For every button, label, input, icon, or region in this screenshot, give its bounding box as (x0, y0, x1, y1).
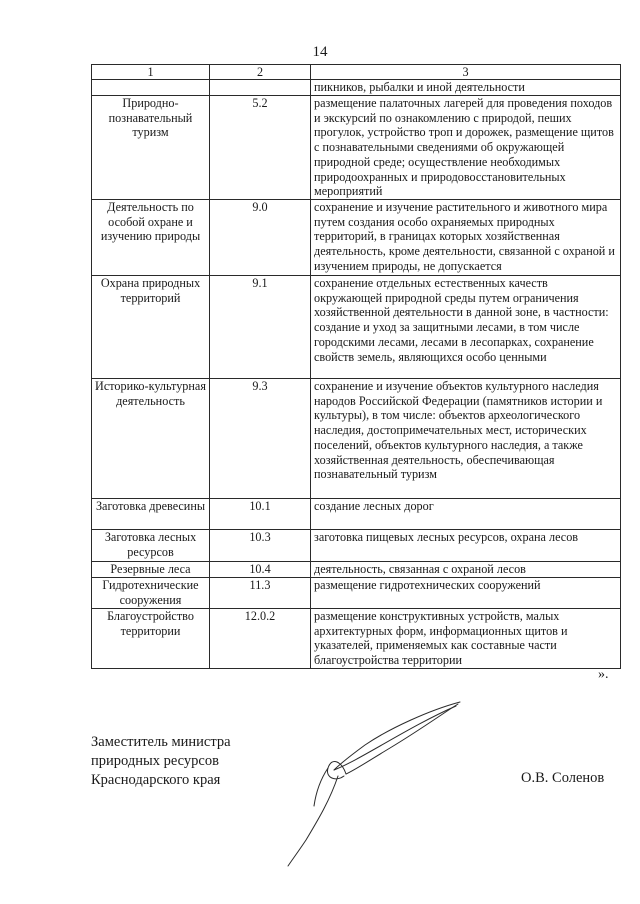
table-row (92, 96, 621, 200)
header-cell: 1 (92, 65, 210, 80)
table-row (92, 499, 621, 530)
use-code-cell: 9.3 (210, 379, 311, 499)
use-description-cell: размещение палаточных лагерей для проведения походов и экскурсий по ознакомлению с природой, пеших прогулок, устройство троп и дорожек, размещение щитов с познавательными сведениями об окружающей природной среде; осуществление необходимых природоохранных и природовосстановительных мероприятий (311, 96, 621, 200)
use-description-cell: размещение гидротехнических сооружений (311, 578, 621, 609)
use-name-cell (92, 80, 210, 96)
table-row (92, 276, 621, 379)
table-row (92, 200, 621, 276)
page-number: 14 (312, 44, 328, 60)
use-name-cell: Охрана природных территорий (92, 276, 210, 379)
use-code-cell: 12.0.2 (210, 609, 311, 669)
use-name-cell: Благоустройство территории (92, 609, 210, 669)
table-row (92, 562, 621, 578)
use-code-cell: 10.4 (210, 562, 311, 578)
use-description-cell: деятельность, связанная с охраной лесов (311, 562, 621, 578)
signer-name: О.В. Соленов (521, 770, 605, 786)
table-row (92, 379, 621, 499)
use-description-cell: размещение конструктивных устройств, малых архитектурных форм, информационных щитов и указателей, применяемых как составные части благоустройства территории (311, 609, 621, 669)
use-code-cell: 9.0 (210, 200, 311, 276)
use-code-cell (210, 80, 311, 96)
use-name-cell: Природно-познавательный туризм (92, 96, 210, 200)
table-row (92, 609, 621, 669)
header-cell: 2 (210, 65, 311, 80)
use-name-cell: Заготовка лесных ресурсов (92, 530, 210, 562)
use-name-cell: Деятельность по особой охране и изучению природы (92, 200, 210, 276)
use-description-cell: заготовка пищевых лесных ресурсов, охрана лесов (311, 530, 621, 562)
use-description-cell: сохранение и изучение растительного и животного мира путем создания особо охраняемых природных территорий, в границах которых хозяйственная деятельность, кроме деятельности, связанной с охраной и изучением природы, не допускается (311, 200, 621, 276)
use-name-cell: Заготовка древесины (92, 499, 210, 530)
signer-title-line: Краснодарского края (91, 772, 221, 788)
signer-title-line: Заместитель министра (91, 734, 231, 750)
use-code-cell: 9.1 (210, 276, 311, 379)
handwritten-signature (270, 690, 480, 870)
table-row (92, 578, 621, 609)
signer-title (91, 733, 231, 790)
use-name-cell: Историко-культурная деятельность (92, 379, 210, 499)
use-code-cell: 10.1 (210, 499, 311, 530)
table-row (92, 80, 621, 96)
use-code-cell: 5.2 (210, 96, 311, 200)
use-name-cell: Резервные леса (92, 562, 210, 578)
land-use-table (91, 64, 621, 669)
table-header-row (92, 65, 621, 80)
use-name-cell: Гидротехнические сооружения (92, 578, 210, 609)
use-code-cell: 10.3 (210, 530, 311, 562)
use-description-cell: сохранение и изучение объектов культурного наследия народов Российской Федерации (памятников истории и культуры), в том числе: объектов археологического наследия, достопримечательных мест, исторических поселений, объектов культурного наследия, а также хозяйственная деятельность, обеспечивающая познавательный туризм (311, 379, 621, 499)
use-description-cell: пикников, рыбалки и иной деятельности (311, 80, 621, 96)
use-code-cell: 11.3 (210, 578, 311, 609)
header-cell: 3 (311, 65, 621, 80)
signer-title-line: природных ресурсов (91, 753, 219, 769)
use-description-cell: сохранение отдельных естественных качеств окружающей природной среды путем ограничения хозяйственной деятельности в данной зоне, в частности: создание и уход за защитными лесами, в том числе городскими лесами, лесами в лесопарках, сохранение свойств земель, являющихся особо ценными (311, 276, 621, 379)
table-row (92, 530, 621, 562)
closing-quote-mark: ». (598, 667, 609, 682)
use-description-cell: создание лесных дорог (311, 499, 621, 530)
